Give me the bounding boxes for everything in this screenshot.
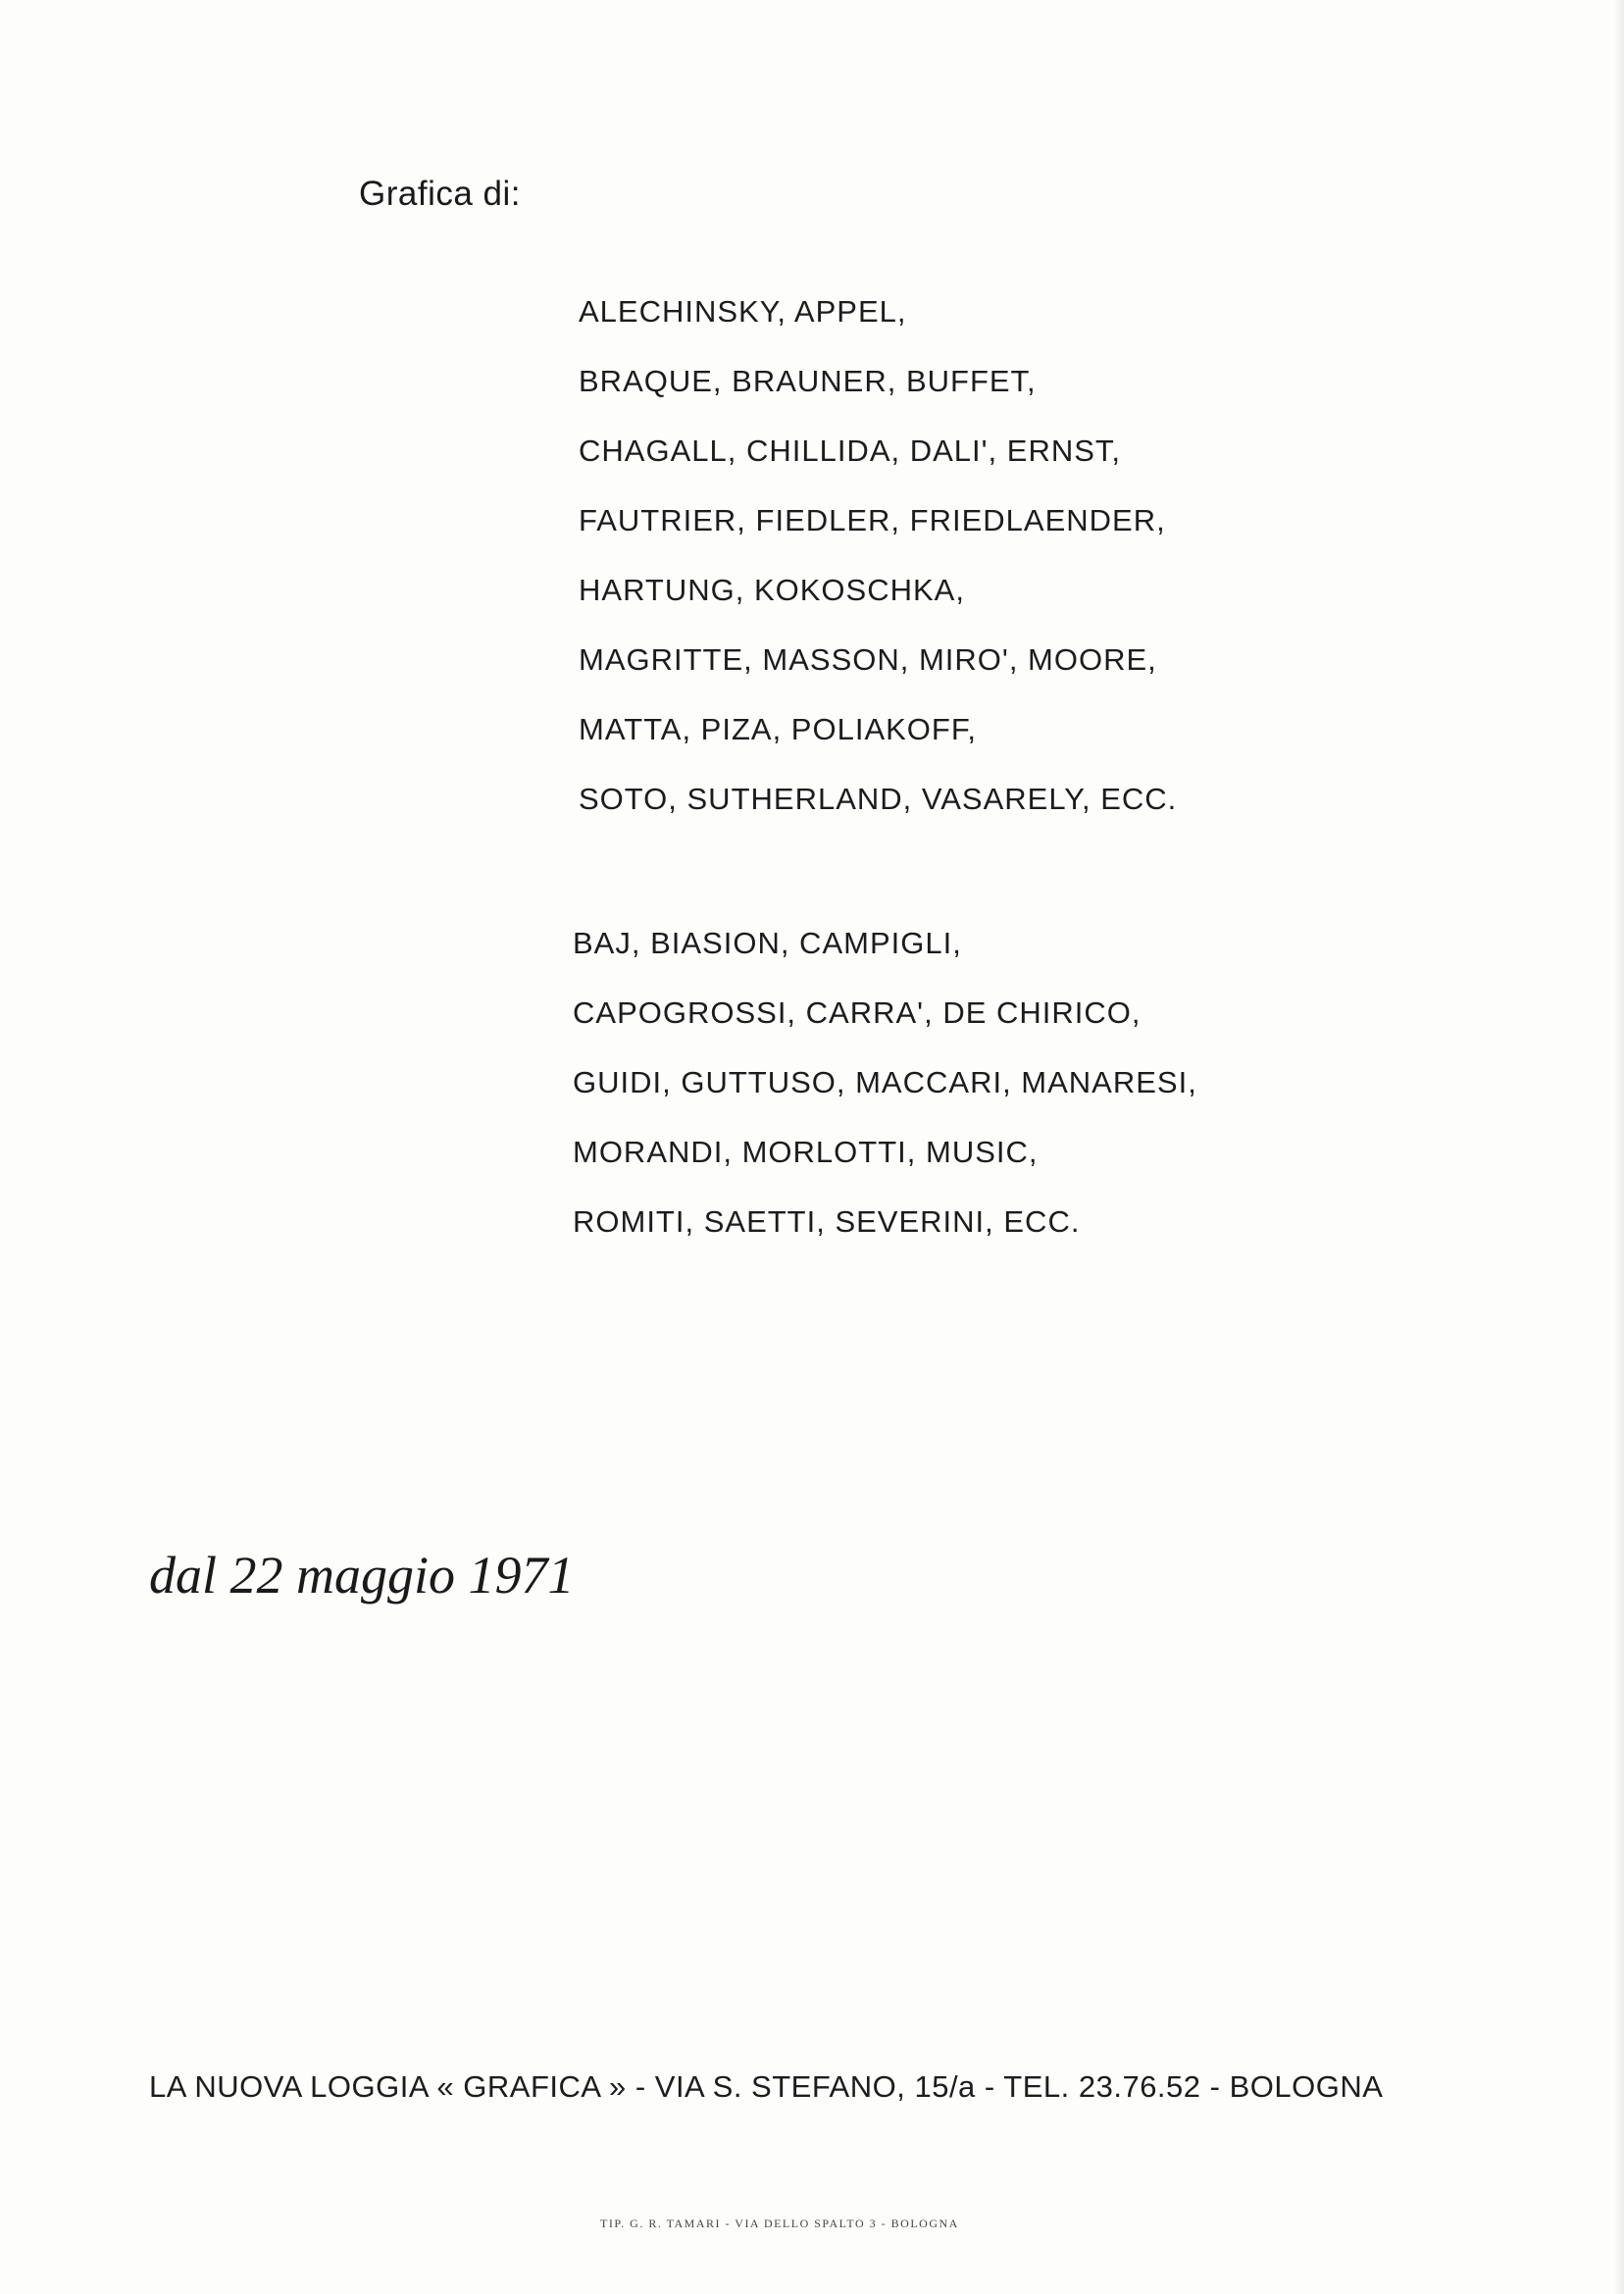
- gallery-address: LA NUOVA LOGGIA « GRAFICA » - VIA S. STEFANO, 15/a - TEL. 23.76.52 - BOLOGNA: [149, 2069, 1384, 2104]
- artist-line: FAUTRIER, FIEDLER, FRIEDLAENDER,: [579, 503, 1166, 537]
- artist-line: BRAQUE, BRAUNER, BUFFET,: [579, 364, 1037, 398]
- artist-line: MORANDI, MORLOTTI, MUSIC,: [573, 1135, 1039, 1169]
- artist-list-italian: [573, 922, 1197, 1270]
- artist-line: CAPOGROSSI, CARRA', DE CHIRICO,: [573, 995, 1142, 1030]
- artist-line: BAJ, BIASION, CAMPIGLI,: [573, 926, 962, 960]
- artist-line: MATTA, PIZA, POLIAKOFF,: [579, 712, 977, 746]
- artist-line: ALECHINSKY, APPEL,: [579, 294, 907, 329]
- exhibition-date: dal 22 maggio 1971: [149, 1546, 575, 1605]
- artist-line: HARTUNG, KOKOSCHKA,: [579, 573, 965, 607]
- artist-line: GUIDI, GUTTUSO, MACCARI, MANARESI,: [573, 1065, 1197, 1099]
- artist-line: ROMITI, SAETTI, SEVERINI, ECC.: [573, 1204, 1081, 1239]
- page-edge-shadow: [1614, 0, 1624, 2294]
- artist-list-international: [579, 290, 1177, 847]
- page-heading: Grafica di:: [359, 175, 521, 213]
- artist-line: MAGRITTE, MASSON, MIRO', MOORE,: [579, 642, 1157, 677]
- artist-line: CHAGALL, CHILLIDA, DALI', ERNST,: [579, 433, 1122, 468]
- artist-line: SOTO, SUTHERLAND, VASARELY, ECC.: [579, 782, 1178, 816]
- printer-credit: TIP. G. R. TAMARI - VIA DELLO SPALTO 3 - BOLOGNA: [600, 2217, 959, 2230]
